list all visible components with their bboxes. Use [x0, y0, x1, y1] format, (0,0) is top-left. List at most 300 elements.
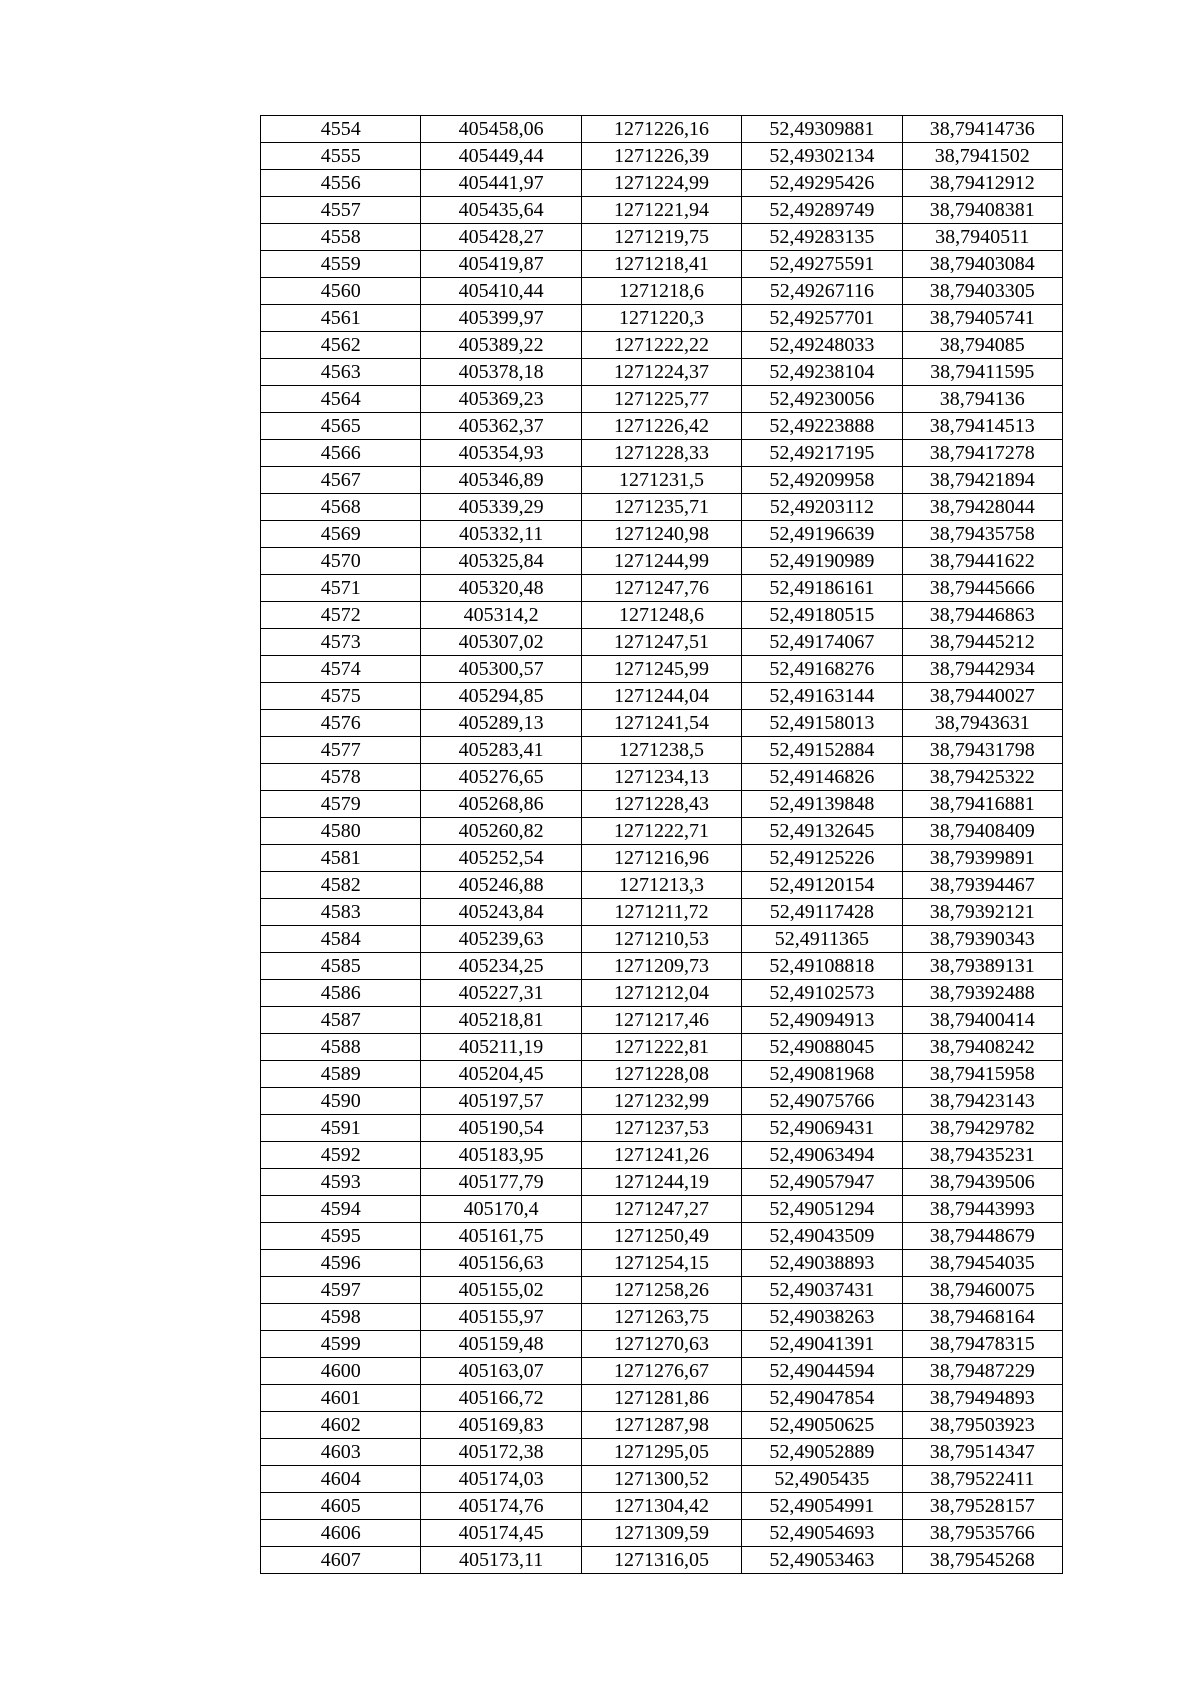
y-coordinate-cell: 1271247,27 [581, 1196, 741, 1223]
longitude-cell: 38,79441622 [902, 548, 1062, 575]
x-coordinate-cell: 405197,57 [421, 1088, 581, 1115]
table-row [261, 1547, 1063, 1574]
point-number-cell: 4557 [261, 197, 421, 224]
latitude-cell: 52,49041391 [742, 1331, 902, 1358]
latitude-cell: 52,49186161 [742, 575, 902, 602]
table-row [261, 521, 1063, 548]
longitude-cell: 38,79445212 [902, 629, 1062, 656]
longitude-cell: 38,7940511 [902, 224, 1062, 251]
table-row [261, 1034, 1063, 1061]
longitude-cell: 38,794085 [902, 332, 1062, 359]
x-coordinate-cell: 405252,54 [421, 845, 581, 872]
y-coordinate-cell: 1271228,43 [581, 791, 741, 818]
x-coordinate-cell: 405172,38 [421, 1439, 581, 1466]
latitude-cell: 52,49257701 [742, 305, 902, 332]
point-number-cell: 4603 [261, 1439, 421, 1466]
point-number-cell: 4575 [261, 683, 421, 710]
point-number-cell: 4566 [261, 440, 421, 467]
point-number-cell: 4606 [261, 1520, 421, 1547]
point-number-cell: 4578 [261, 764, 421, 791]
x-coordinate-cell: 405458,06 [421, 116, 581, 143]
longitude-cell: 38,79487229 [902, 1358, 1062, 1385]
longitude-cell: 38,79390343 [902, 926, 1062, 953]
x-coordinate-cell: 405449,44 [421, 143, 581, 170]
point-number-cell: 4560 [261, 278, 421, 305]
y-coordinate-cell: 1271247,76 [581, 575, 741, 602]
longitude-cell: 38,79400414 [902, 1007, 1062, 1034]
latitude-cell: 52,49053463 [742, 1547, 902, 1574]
y-coordinate-cell: 1271220,3 [581, 305, 741, 332]
latitude-cell: 52,49163144 [742, 683, 902, 710]
latitude-cell: 52,49275591 [742, 251, 902, 278]
latitude-cell: 52,49117428 [742, 899, 902, 926]
x-coordinate-cell: 405177,79 [421, 1169, 581, 1196]
x-coordinate-cell: 405183,95 [421, 1142, 581, 1169]
latitude-cell: 52,49075766 [742, 1088, 902, 1115]
x-coordinate-cell: 405441,97 [421, 170, 581, 197]
y-coordinate-cell: 1271219,75 [581, 224, 741, 251]
table-row [261, 224, 1063, 251]
latitude-cell: 52,49223888 [742, 413, 902, 440]
y-coordinate-cell: 1271295,05 [581, 1439, 741, 1466]
longitude-cell: 38,79460075 [902, 1277, 1062, 1304]
point-number-cell: 4572 [261, 602, 421, 629]
longitude-cell: 38,79428044 [902, 494, 1062, 521]
latitude-cell: 52,49309881 [742, 116, 902, 143]
x-coordinate-cell: 405339,29 [421, 494, 581, 521]
x-coordinate-cell: 405346,89 [421, 467, 581, 494]
x-coordinate-cell: 405174,03 [421, 1466, 581, 1493]
y-coordinate-cell: 1271241,54 [581, 710, 741, 737]
latitude-cell: 52,49063494 [742, 1142, 902, 1169]
latitude-cell: 52,49069431 [742, 1115, 902, 1142]
x-coordinate-cell: 405243,84 [421, 899, 581, 926]
x-coordinate-cell: 405163,07 [421, 1358, 581, 1385]
y-coordinate-cell: 1271244,99 [581, 548, 741, 575]
table-row [261, 791, 1063, 818]
y-coordinate-cell: 1271238,5 [581, 737, 741, 764]
latitude-cell: 52,49047854 [742, 1385, 902, 1412]
x-coordinate-cell: 405239,63 [421, 926, 581, 953]
y-coordinate-cell: 1271225,77 [581, 386, 741, 413]
latitude-cell: 52,49295426 [742, 170, 902, 197]
y-coordinate-cell: 1271228,08 [581, 1061, 741, 1088]
y-coordinate-cell: 1271209,73 [581, 953, 741, 980]
table-row [261, 1385, 1063, 1412]
longitude-cell: 38,79454035 [902, 1250, 1062, 1277]
longitude-cell: 38,7943631 [902, 710, 1062, 737]
longitude-cell: 38,79412912 [902, 170, 1062, 197]
x-coordinate-cell: 405155,97 [421, 1304, 581, 1331]
y-coordinate-cell: 1271217,46 [581, 1007, 741, 1034]
point-number-cell: 4570 [261, 548, 421, 575]
point-number-cell: 4593 [261, 1169, 421, 1196]
point-number-cell: 4554 [261, 116, 421, 143]
y-coordinate-cell: 1271232,99 [581, 1088, 741, 1115]
latitude-cell: 52,49081968 [742, 1061, 902, 1088]
longitude-cell: 38,79522411 [902, 1466, 1062, 1493]
longitude-cell: 38,79468164 [902, 1304, 1062, 1331]
table-row [261, 602, 1063, 629]
table-row [261, 1061, 1063, 1088]
y-coordinate-cell: 1271234,13 [581, 764, 741, 791]
y-coordinate-cell: 1271226,16 [581, 116, 741, 143]
y-coordinate-cell: 1271218,6 [581, 278, 741, 305]
latitude-cell: 52,4905435 [742, 1466, 902, 1493]
table-row [261, 1007, 1063, 1034]
point-number-cell: 4568 [261, 494, 421, 521]
table-row [261, 1142, 1063, 1169]
y-coordinate-cell: 1271258,26 [581, 1277, 741, 1304]
x-coordinate-cell: 405314,2 [421, 602, 581, 629]
x-coordinate-cell: 405268,86 [421, 791, 581, 818]
point-number-cell: 4600 [261, 1358, 421, 1385]
longitude-cell: 38,79535766 [902, 1520, 1062, 1547]
table-row [261, 926, 1063, 953]
point-number-cell: 4564 [261, 386, 421, 413]
y-coordinate-cell: 1271213,3 [581, 872, 741, 899]
point-number-cell: 4561 [261, 305, 421, 332]
point-number-cell: 4590 [261, 1088, 421, 1115]
y-coordinate-cell: 1271300,52 [581, 1466, 741, 1493]
latitude-cell: 52,49267116 [742, 278, 902, 305]
latitude-cell: 52,49190989 [742, 548, 902, 575]
latitude-cell: 52,49088045 [742, 1034, 902, 1061]
longitude-cell: 38,79442934 [902, 656, 1062, 683]
longitude-cell: 38,79411595 [902, 359, 1062, 386]
y-coordinate-cell: 1271254,15 [581, 1250, 741, 1277]
coordinates-table [260, 115, 1063, 1574]
latitude-cell: 52,49152884 [742, 737, 902, 764]
y-coordinate-cell: 1271250,49 [581, 1223, 741, 1250]
y-coordinate-cell: 1271287,98 [581, 1412, 741, 1439]
longitude-cell: 38,79403305 [902, 278, 1062, 305]
x-coordinate-cell: 405155,02 [421, 1277, 581, 1304]
x-coordinate-cell: 405369,23 [421, 386, 581, 413]
x-coordinate-cell: 405156,63 [421, 1250, 581, 1277]
latitude-cell: 52,49203112 [742, 494, 902, 521]
latitude-cell: 52,49180515 [742, 602, 902, 629]
x-coordinate-cell: 405169,83 [421, 1412, 581, 1439]
x-coordinate-cell: 405159,48 [421, 1331, 581, 1358]
table-row [261, 548, 1063, 575]
longitude-cell: 38,79389131 [902, 953, 1062, 980]
table-row [261, 1331, 1063, 1358]
table-row [261, 143, 1063, 170]
table-row [261, 467, 1063, 494]
x-coordinate-cell: 405234,25 [421, 953, 581, 980]
y-coordinate-cell: 1271241,26 [581, 1142, 741, 1169]
longitude-cell: 38,79425322 [902, 764, 1062, 791]
latitude-cell: 52,49302134 [742, 143, 902, 170]
point-number-cell: 4584 [261, 926, 421, 953]
point-number-cell: 4574 [261, 656, 421, 683]
latitude-cell: 52,49102573 [742, 980, 902, 1007]
point-number-cell: 4583 [261, 899, 421, 926]
y-coordinate-cell: 1271316,05 [581, 1547, 741, 1574]
longitude-cell: 38,79408409 [902, 818, 1062, 845]
latitude-cell: 52,49050625 [742, 1412, 902, 1439]
longitude-cell: 38,79414513 [902, 413, 1062, 440]
table-row [261, 683, 1063, 710]
longitude-cell: 38,79435758 [902, 521, 1062, 548]
latitude-cell: 52,49289749 [742, 197, 902, 224]
y-coordinate-cell: 1271210,53 [581, 926, 741, 953]
x-coordinate-cell: 405428,27 [421, 224, 581, 251]
point-number-cell: 4587 [261, 1007, 421, 1034]
latitude-cell: 52,49108818 [742, 953, 902, 980]
point-number-cell: 4594 [261, 1196, 421, 1223]
longitude-cell: 38,79478315 [902, 1331, 1062, 1358]
x-coordinate-cell: 405307,02 [421, 629, 581, 656]
longitude-cell: 38,7941502 [902, 143, 1062, 170]
longitude-cell: 38,79440027 [902, 683, 1062, 710]
point-number-cell: 4562 [261, 332, 421, 359]
longitude-cell: 38,79417278 [902, 440, 1062, 467]
x-coordinate-cell: 405410,44 [421, 278, 581, 305]
point-number-cell: 4602 [261, 1412, 421, 1439]
longitude-cell: 38,79545268 [902, 1547, 1062, 1574]
point-number-cell: 4581 [261, 845, 421, 872]
x-coordinate-cell: 405294,85 [421, 683, 581, 710]
longitude-cell: 38,79399891 [902, 845, 1062, 872]
latitude-cell: 52,49196639 [742, 521, 902, 548]
point-number-cell: 4601 [261, 1385, 421, 1412]
x-coordinate-cell: 405204,45 [421, 1061, 581, 1088]
x-coordinate-cell: 405354,93 [421, 440, 581, 467]
latitude-cell: 52,49051294 [742, 1196, 902, 1223]
point-number-cell: 4586 [261, 980, 421, 1007]
point-number-cell: 4559 [261, 251, 421, 278]
latitude-cell: 52,49120154 [742, 872, 902, 899]
latitude-cell: 52,49209958 [742, 467, 902, 494]
table-row [261, 1088, 1063, 1115]
table-row [261, 1439, 1063, 1466]
y-coordinate-cell: 1271228,33 [581, 440, 741, 467]
latitude-cell: 52,49094913 [742, 1007, 902, 1034]
y-coordinate-cell: 1271216,96 [581, 845, 741, 872]
point-number-cell: 4585 [261, 953, 421, 980]
point-number-cell: 4555 [261, 143, 421, 170]
x-coordinate-cell: 405260,82 [421, 818, 581, 845]
table-row [261, 1412, 1063, 1439]
point-number-cell: 4591 [261, 1115, 421, 1142]
x-coordinate-cell: 405399,97 [421, 305, 581, 332]
point-number-cell: 4589 [261, 1061, 421, 1088]
table-row [261, 413, 1063, 440]
y-coordinate-cell: 1271281,86 [581, 1385, 741, 1412]
latitude-cell: 52,49146826 [742, 764, 902, 791]
latitude-cell: 52,49230056 [742, 386, 902, 413]
longitude-cell: 38,79429782 [902, 1115, 1062, 1142]
latitude-cell: 52,49132645 [742, 818, 902, 845]
latitude-cell: 52,4911365 [742, 926, 902, 953]
table-row [261, 332, 1063, 359]
latitude-cell: 52,49174067 [742, 629, 902, 656]
table-row [261, 197, 1063, 224]
x-coordinate-cell: 405174,45 [421, 1520, 581, 1547]
table-row [261, 1115, 1063, 1142]
y-coordinate-cell: 1271276,67 [581, 1358, 741, 1385]
x-coordinate-cell: 405283,41 [421, 737, 581, 764]
y-coordinate-cell: 1271244,19 [581, 1169, 741, 1196]
table-row [261, 494, 1063, 521]
x-coordinate-cell: 405174,76 [421, 1493, 581, 1520]
longitude-cell: 38,79448679 [902, 1223, 1062, 1250]
longitude-cell: 38,79503923 [902, 1412, 1062, 1439]
table-row [261, 656, 1063, 683]
table-row [261, 1196, 1063, 1223]
table-row [261, 980, 1063, 1007]
longitude-cell: 38,79408242 [902, 1034, 1062, 1061]
longitude-cell: 38,794136 [902, 386, 1062, 413]
y-coordinate-cell: 1271222,81 [581, 1034, 741, 1061]
y-coordinate-cell: 1271263,75 [581, 1304, 741, 1331]
longitude-cell: 38,79494893 [902, 1385, 1062, 1412]
y-coordinate-cell: 1271222,22 [581, 332, 741, 359]
x-coordinate-cell: 405276,65 [421, 764, 581, 791]
longitude-cell: 38,79446863 [902, 602, 1062, 629]
y-coordinate-cell: 1271247,51 [581, 629, 741, 656]
point-number-cell: 4597 [261, 1277, 421, 1304]
y-coordinate-cell: 1271224,37 [581, 359, 741, 386]
point-number-cell: 4571 [261, 575, 421, 602]
y-coordinate-cell: 1271270,63 [581, 1331, 741, 1358]
latitude-cell: 52,49057947 [742, 1169, 902, 1196]
x-coordinate-cell: 405320,48 [421, 575, 581, 602]
latitude-cell: 52,49283135 [742, 224, 902, 251]
point-number-cell: 4576 [261, 710, 421, 737]
table-row [261, 116, 1063, 143]
y-coordinate-cell: 1271211,72 [581, 899, 741, 926]
latitude-cell: 52,49038893 [742, 1250, 902, 1277]
table-row [261, 737, 1063, 764]
longitude-cell: 38,79439506 [902, 1169, 1062, 1196]
point-number-cell: 4556 [261, 170, 421, 197]
latitude-cell: 52,49139848 [742, 791, 902, 818]
latitude-cell: 52,49238104 [742, 359, 902, 386]
table-row [261, 818, 1063, 845]
y-coordinate-cell: 1271218,41 [581, 251, 741, 278]
point-number-cell: 4569 [261, 521, 421, 548]
x-coordinate-cell: 405166,72 [421, 1385, 581, 1412]
table-row [261, 1223, 1063, 1250]
longitude-cell: 38,79423143 [902, 1088, 1062, 1115]
table-row [261, 359, 1063, 386]
y-coordinate-cell: 1271244,04 [581, 683, 741, 710]
latitude-cell: 52,49038263 [742, 1304, 902, 1331]
table-row [261, 629, 1063, 656]
point-number-cell: 4579 [261, 791, 421, 818]
y-coordinate-cell: 1271245,99 [581, 656, 741, 683]
latitude-cell: 52,49037431 [742, 1277, 902, 1304]
point-number-cell: 4596 [261, 1250, 421, 1277]
longitude-cell: 38,79408381 [902, 197, 1062, 224]
table-row [261, 764, 1063, 791]
latitude-cell: 52,49052889 [742, 1439, 902, 1466]
y-coordinate-cell: 1271304,42 [581, 1493, 741, 1520]
latitude-cell: 52,49168276 [742, 656, 902, 683]
x-coordinate-cell: 405289,13 [421, 710, 581, 737]
latitude-cell: 52,49043509 [742, 1223, 902, 1250]
longitude-cell: 38,79421894 [902, 467, 1062, 494]
latitude-cell: 52,49054991 [742, 1493, 902, 1520]
point-number-cell: 4605 [261, 1493, 421, 1520]
point-number-cell: 4582 [261, 872, 421, 899]
table-row [261, 1169, 1063, 1196]
point-number-cell: 4567 [261, 467, 421, 494]
longitude-cell: 38,79392121 [902, 899, 1062, 926]
y-coordinate-cell: 1271212,04 [581, 980, 741, 1007]
y-coordinate-cell: 1271248,6 [581, 602, 741, 629]
point-number-cell: 4607 [261, 1547, 421, 1574]
table-row [261, 575, 1063, 602]
longitude-cell: 38,79415958 [902, 1061, 1062, 1088]
latitude-cell: 52,49217195 [742, 440, 902, 467]
x-coordinate-cell: 405378,18 [421, 359, 581, 386]
longitude-cell: 38,79431798 [902, 737, 1062, 764]
table-row [261, 1277, 1063, 1304]
x-coordinate-cell: 405218,81 [421, 1007, 581, 1034]
point-number-cell: 4604 [261, 1466, 421, 1493]
x-coordinate-cell: 405325,84 [421, 548, 581, 575]
table-row [261, 1520, 1063, 1547]
table-row [261, 872, 1063, 899]
x-coordinate-cell: 405332,11 [421, 521, 581, 548]
longitude-cell: 38,79394467 [902, 872, 1062, 899]
x-coordinate-cell: 405362,37 [421, 413, 581, 440]
latitude-cell: 52,49125226 [742, 845, 902, 872]
latitude-cell: 52,49158013 [742, 710, 902, 737]
table-row [261, 1250, 1063, 1277]
point-number-cell: 4565 [261, 413, 421, 440]
x-coordinate-cell: 405211,19 [421, 1034, 581, 1061]
longitude-cell: 38,79528157 [902, 1493, 1062, 1520]
table-row [261, 305, 1063, 332]
point-number-cell: 4563 [261, 359, 421, 386]
longitude-cell: 38,79416881 [902, 791, 1062, 818]
point-number-cell: 4558 [261, 224, 421, 251]
point-number-cell: 4595 [261, 1223, 421, 1250]
y-coordinate-cell: 1271309,59 [581, 1520, 741, 1547]
table-row [261, 251, 1063, 278]
x-coordinate-cell: 405190,54 [421, 1115, 581, 1142]
table-row [261, 170, 1063, 197]
latitude-cell: 52,49054693 [742, 1520, 902, 1547]
point-number-cell: 4598 [261, 1304, 421, 1331]
point-number-cell: 4588 [261, 1034, 421, 1061]
latitude-cell: 52,49044594 [742, 1358, 902, 1385]
y-coordinate-cell: 1271221,94 [581, 197, 741, 224]
coordinates-table-body [261, 116, 1063, 1574]
table-row [261, 278, 1063, 305]
longitude-cell: 38,79405741 [902, 305, 1062, 332]
longitude-cell: 38,79403084 [902, 251, 1062, 278]
longitude-cell: 38,79414736 [902, 116, 1062, 143]
point-number-cell: 4592 [261, 1142, 421, 1169]
point-number-cell: 4580 [261, 818, 421, 845]
table-row [261, 899, 1063, 926]
y-coordinate-cell: 1271237,53 [581, 1115, 741, 1142]
table-row [261, 710, 1063, 737]
x-coordinate-cell: 405227,31 [421, 980, 581, 1007]
x-coordinate-cell: 405419,87 [421, 251, 581, 278]
longitude-cell: 38,79392488 [902, 980, 1062, 1007]
longitude-cell: 38,79514347 [902, 1439, 1062, 1466]
table-row [261, 440, 1063, 467]
table-row [261, 1358, 1063, 1385]
point-number-cell: 4573 [261, 629, 421, 656]
